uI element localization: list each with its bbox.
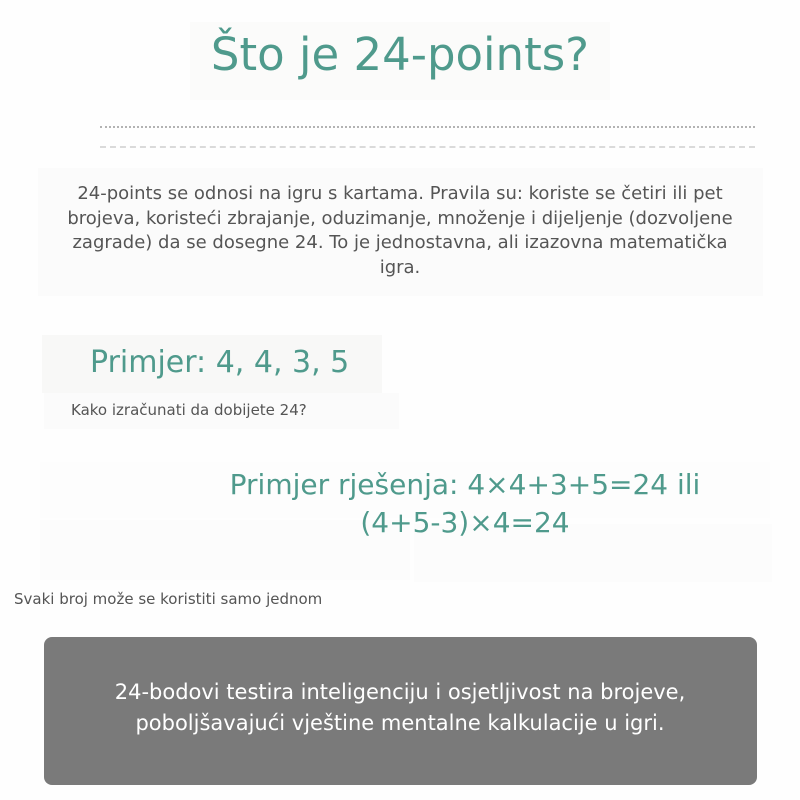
usage-note: Svaki broj može se koristiti samo jednom — [14, 590, 323, 608]
example-title: Primjer: 4, 4, 3, 5 — [90, 345, 350, 380]
illegible-text-strip — [100, 126, 755, 128]
banner-line-1: 24-bodovi testira inteligenciju i osjetljivost na brojeve, — [114, 680, 686, 704]
summary-banner-text — [60, 677, 740, 739]
solution-line-1: Primjer rješenja: 4×4+3+5=24 ili — [229, 468, 701, 501]
illegible-text-strip-faint — [100, 146, 755, 148]
example-question: Kako izračunati da dobijete 24? — [71, 401, 307, 419]
page-title: Što je 24-points? — [210, 28, 590, 81]
solution-line-2: (4+5-3)×4=24 — [360, 506, 570, 539]
intro-text: 24-points se odnosi na igru s kartama. Pravila su: koriste se četiri ili pet brojeva, koristeći zbrajanje, oduzimanje, množenje i dijeljenje (dozvoljene zagrade) da se dosegne 24. To je jednostavna, ali izazovna matematička igra. — [67, 183, 733, 278]
banner-line-2: poboljšavajući vještine mentalne kalkulacije u igri. — [135, 711, 665, 735]
solution-text — [205, 466, 725, 542]
